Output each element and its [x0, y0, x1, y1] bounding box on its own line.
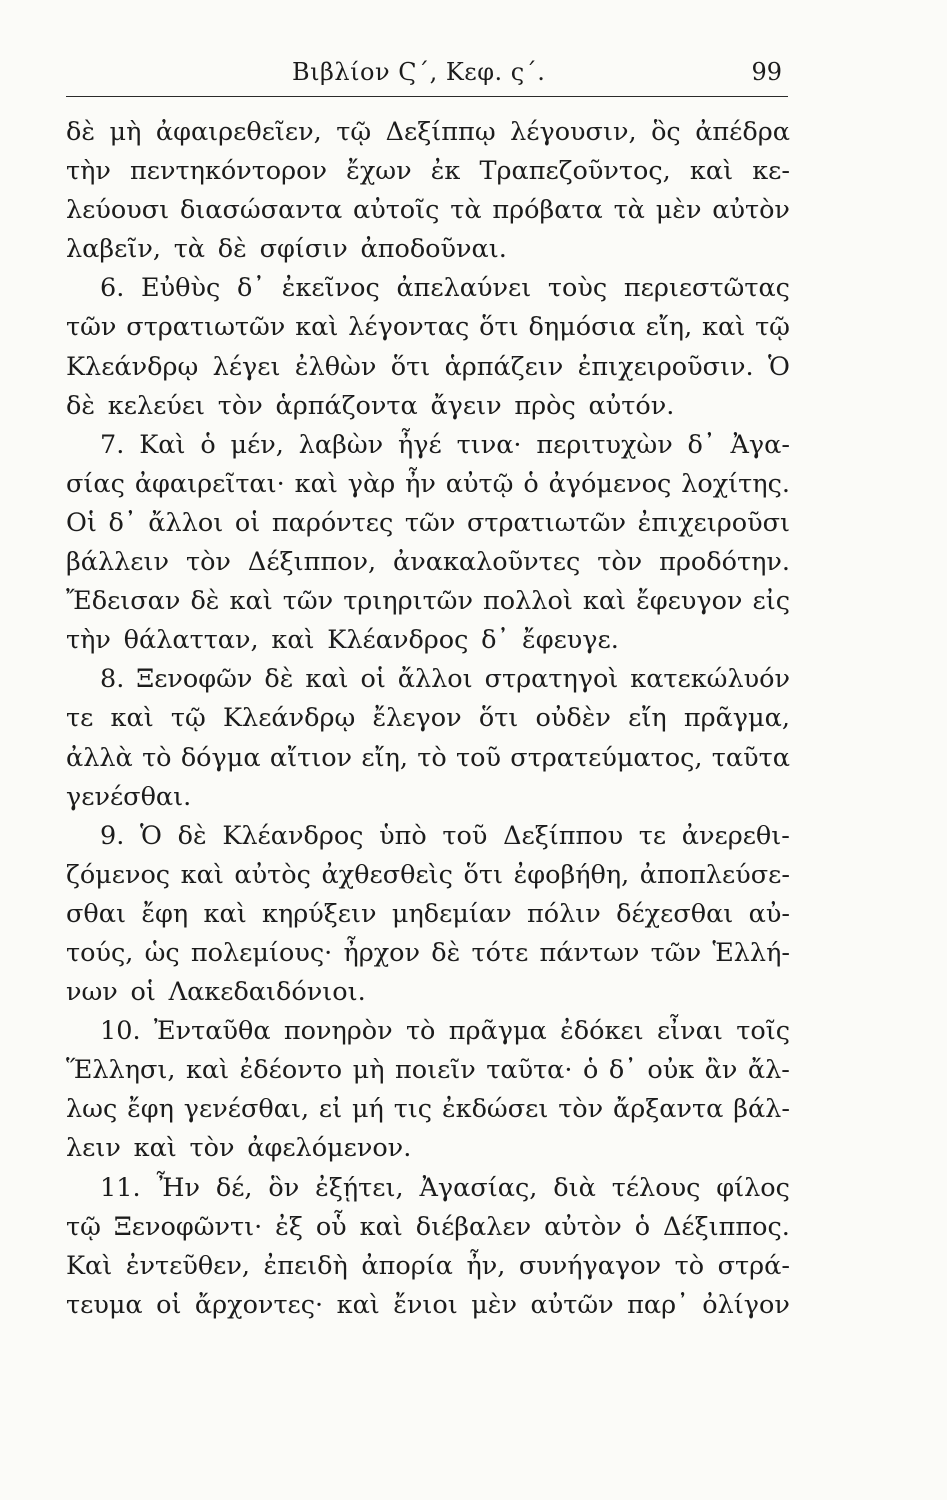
text-line: τούς, ὡς πολεμίους· ἦρχον δὲ τότε πάντων τῶν Ἑλλή-	[66, 937, 790, 968]
text-line: Καὶ ἐντεῦθεν, ἐπειδὴ ἀπορία ἦν, συνήγαγον τὸ στρά-	[66, 1250, 790, 1281]
text-line: λειν καὶ τὸν ἀφελόμενον.	[66, 1133, 412, 1164]
text-line: βάλλειν τὸν Δέξιππον, ἀνακαλοῦντες τὸν προδότην.	[66, 547, 790, 578]
text-line: δὲ κελεύει τὸν ἁρπάζοντα ἄγειν πρὸς αὐτόν.	[66, 390, 675, 421]
text-line: Ἔδεισαν δὲ καὶ τῶν τριηριτῶν πολλοὶ καὶ ἔφευγον εἰς	[66, 586, 790, 617]
text-line: τὴν θάλατταν, καὶ Κλέανδρος δ᾽ ἔφευγε.	[66, 625, 619, 656]
text-line: τε καὶ τῷ Κλεάνδρῳ ἔλεγον ὅτι οὐδὲν εἴη πρᾶγμα,	[66, 703, 790, 734]
running-header	[66, 52, 790, 92]
body-text	[66, 113, 790, 1325]
text-line: Οἱ δ᾽ ἄλλοι οἱ παρόντες τῶν στρατιωτῶν ἐπιχειροῦσι	[66, 507, 790, 538]
text-line: Ἕλλησι, καὶ ἐδέοντο μὴ ποιεῖν ταῦτα· ὁ δ᾽ οὐκ ἂν ἄλ-	[66, 1055, 790, 1086]
text-line: τῶν στρατιωτῶν καὶ λέγοντας ὅτι δημόσια εἴη, καὶ τῷ	[66, 312, 790, 343]
text-line: Κλεάνδρῳ λέγει ἐλθὼν ὅτι ἁρπάζειν ἐπιχειροῦσιν. Ὁ	[66, 351, 790, 382]
running-title: Βιβλίον Ϛ΄, Κεφ. ς΄.	[292, 58, 546, 86]
text-line: δὲ μὴ ἀφαιρεθεῖεν, τῷ Δεξίππῳ λέγουσιν, ὃς ἀπέδρα	[66, 117, 790, 147]
text-line: τῷ Ξενοφῶντι· ἐξ οὗ καὶ διέβαλεν αὐτὸν ὁ Δέξιππος.	[66, 1211, 790, 1242]
text-line: 6. Εὐθὺς δ᾽ ἐκεῖνος ἀπελαύνει τοὺς περιεστῶτας	[100, 273, 790, 304]
text-line: 10. Ἐνταῦθα πονηρὸν τὸ πρᾶγμα ἐδόκει εἶναι τοῖς	[100, 1016, 790, 1047]
header-rule	[66, 96, 788, 97]
text-line: λως ἔφη γενέσθαι, εἰ μή τις ἐκδώσει τὸν ἄρξαντα βάλ-	[66, 1094, 790, 1125]
text-line: 8. Ξενοφῶν δὲ καὶ οἱ ἄλλοι στρατηγοὶ κατεκώλυόν	[100, 664, 790, 695]
text-line: ζόμενος καὶ αὐτὸς ἀχθεσθεὶς ὅτι ἐφοβήθη, ἀποπλεύσε-	[66, 859, 790, 890]
text-line: λαβεῖν, τὰ δὲ σφίσιν ἀποδοῦναι.	[66, 234, 507, 265]
text-line: γενέσθαι.	[66, 781, 192, 812]
page-number: 99	[751, 58, 782, 86]
text-line: τευμα οἱ ἄρχοντες· καὶ ἔνιοι μὲν αὐτῶν παρ᾽ ὀλίγον	[66, 1289, 790, 1320]
text-line: λεύουσι διασώσαντα αὐτοῖς τὰ πρόβατα τὰ μὲν αὐτὸν	[66, 195, 790, 226]
text-line: σθαι ἔφη καὶ κηρύξειν μηδεμίαν πόλιν δέχεσθαι αὐ-	[66, 898, 790, 929]
text-line: 7. Καὶ ὁ μέν, λαβὼν ἦγέ τινα· περιτυχὼν δ᾽ Ἀγα-	[100, 429, 790, 460]
text-line: 9. Ὁ δὲ Κλέανδρος ὑπὸ τοῦ Δεξίππου τε ἀνερεθι-	[100, 820, 790, 851]
text-line: τὴν πεντηκόντορον ἔχων ἐκ Τραπεζοῦντος, καὶ κε-	[66, 156, 790, 187]
text-line: σίας ἀφαιρεῖται· καὶ γὰρ ἦν αὐτῷ ὁ ἀγόμενος λοχίτης.	[66, 468, 790, 499]
text-line: 11. Ἦν δέ, ὃν ἐξῄτει, Ἀγασίας, διὰ τέλους φίλος	[100, 1172, 790, 1203]
text-line: ἀλλὰ τὸ δόγμα αἴτιον εἴη, τὸ τοῦ στρατεύματος, ταῦτα	[66, 742, 790, 773]
text-line: νων οἱ Λακεδαιδόνιοι.	[66, 977, 366, 1008]
